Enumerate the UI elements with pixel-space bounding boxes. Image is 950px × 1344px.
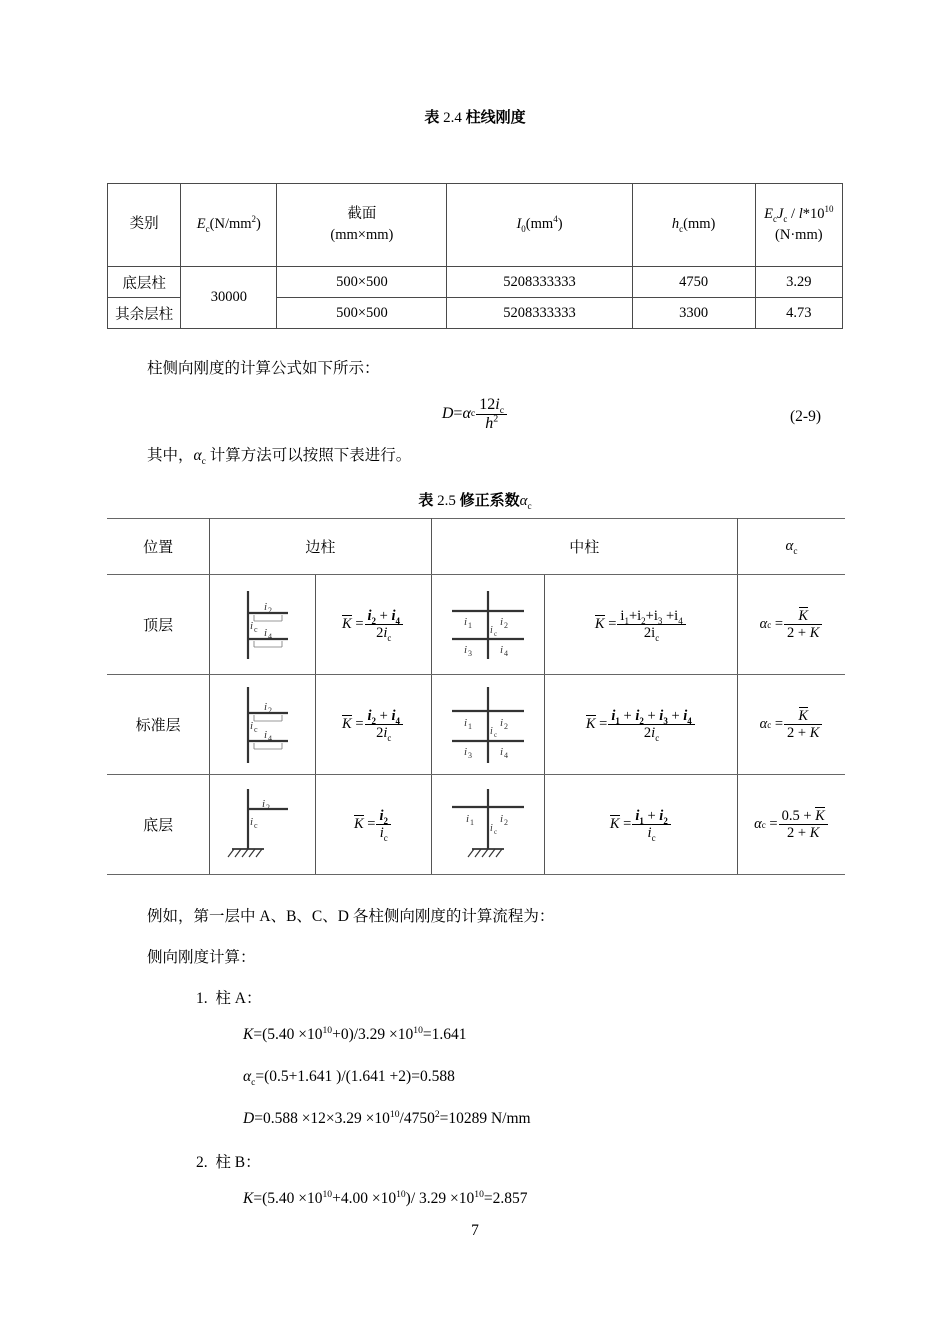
paragraph-alpha-note: 其中，$\alpha_c$ 计算方法可以按照下表进行。	[147, 447, 412, 468]
alpha-fraction: $\frac{K}{2 + K}$	[784, 608, 822, 641]
svg-text:4: 4	[268, 733, 273, 743]
table-24-cell-hc: 4750	[632, 267, 755, 298]
table-24-caption-number: 2.4	[443, 110, 462, 126]
list-item-number: 2.	[196, 1154, 208, 1171]
svg-text:c: c	[493, 629, 497, 638]
calc-line-k-b: $K=(5.40 \times 10^{10}+4.00 \times 10^{10})/$ $3.29 \times 10^{10}=2.857$	[243, 1188, 528, 1207]
table-row	[107, 775, 845, 875]
svg-text:4: 4	[503, 648, 508, 658]
svg-text:i: i	[250, 815, 254, 828]
table-24-cell-ec: 30000	[181, 267, 277, 329]
table-25-cell-position: 顶层	[107, 575, 210, 675]
table-row	[107, 575, 845, 675]
table-row	[108, 267, 843, 298]
table-24-header-row	[108, 184, 843, 267]
svg-text:2: 2	[268, 705, 273, 715]
svg-text:i: i	[264, 728, 268, 741]
equation-lateral-stiffness: D = α c $\frac{12i_c}{h^2}$	[0, 396, 950, 433]
table-25-cell-alpha-formula: α c = $\frac{0.5 + K}{2 + K}$	[737, 775, 845, 875]
table-25-cell-edge-formula: K = $\frac{i_2 + i_4}{2i_c}$	[315, 575, 431, 675]
edge-k-fraction: $\frac{i_2 + i_4}{2i_c}$	[365, 708, 404, 741]
table-24-header-i0: $I_0(mm^4)$	[447, 184, 632, 267]
calc-line-k-a: $K=(5.40 \times 10^{10}+0)/3.29 \times 10^{10}=1.641$	[243, 1024, 467, 1043]
edge-column-bottom-diagram-svg	[222, 783, 302, 867]
svg-text:3: 3	[467, 648, 472, 658]
svg-text:i: i	[264, 626, 268, 639]
table-24-header-section-line1: 截面	[347, 205, 377, 222]
table-24-header-section-line2: (mm×mm)	[330, 227, 394, 243]
svg-text:2: 2	[268, 605, 273, 615]
svg-text:i: i	[463, 716, 467, 729]
svg-text:i: i	[499, 745, 503, 758]
table-24-header-category: 类别	[108, 184, 181, 267]
svg-text:3: 3	[467, 750, 472, 760]
paragraph-formula-intro: 柱侧向刚度的计算公式如下所示：	[147, 360, 380, 377]
edge-k-fraction: $\frac{i_2 + i_4}{2i_c}$	[365, 608, 404, 641]
table-24-cell-category: 底层柱	[108, 267, 181, 298]
table-25-caption-number: 2.5	[437, 493, 456, 509]
middle-column-standard-diagram	[431, 675, 544, 775]
middle-column-bottom-diagram	[431, 775, 544, 875]
table-24-cell-section: 500×500	[277, 267, 447, 298]
table-25-cell-middle-formula: K = $\frac{i_1 + i_2 + i_3 + i_4}{2i_c}$	[544, 675, 737, 775]
alpha-fraction: $\frac{K}{2 + K}$	[784, 708, 822, 741]
svg-text:1: 1	[467, 721, 472, 731]
table-row	[107, 675, 845, 775]
svg-text:2: 2	[503, 721, 508, 731]
table-25-cell-alpha-formula: α c = $\frac{K}{2 + K}$	[737, 575, 845, 675]
table-24-caption-prefix: 表	[424, 110, 440, 126]
alpha-note-part1: 其中，	[147, 447, 194, 464]
svg-text:c: c	[254, 724, 258, 734]
svg-text:1: 1	[467, 620, 472, 630]
middle-column-bottom-diagram-svg	[444, 783, 532, 867]
table-25-caption-text: 修正系数	[459, 493, 520, 509]
svg-text:2: 2	[503, 817, 508, 827]
svg-text:i: i	[499, 716, 503, 729]
list-item-label: 柱 B：	[215, 1154, 261, 1171]
table-24-caption-text: 柱线刚度	[465, 110, 526, 126]
list-item-label: 柱 A：	[215, 990, 262, 1007]
edge-column-standard-diagram	[210, 675, 315, 775]
equation-number: (2-9)	[790, 408, 821, 425]
svg-text:c: c	[254, 624, 258, 634]
table-24-header-ecjc-line2: (N·mm)	[775, 227, 823, 243]
table-25-cell-position: 底层	[107, 775, 210, 875]
middle-column-top-diagram-svg	[444, 585, 532, 665]
svg-text:i: i	[463, 745, 467, 758]
edge-column-bottom-diagram	[210, 775, 315, 875]
svg-text:i: i	[499, 615, 503, 628]
list-item-number: 1.	[196, 990, 208, 1007]
svg-text:i: i	[489, 624, 493, 636]
page-number: 7	[471, 1222, 479, 1239]
table-25-header-row	[107, 519, 845, 575]
calc-line-alpha-a: $\alpha_c=(0.5+1.641$ )/(1.641 +2)=0.588	[243, 1068, 455, 1089]
alpha-fraction: $\frac{0.5 + K}{2 + K}$	[779, 808, 828, 841]
svg-text:c: c	[493, 730, 497, 739]
svg-text:i: i	[250, 619, 254, 632]
svg-text:i: i	[264, 700, 268, 713]
table-25-caption: 表 2.5 修正系数$\alpha_c$	[418, 493, 532, 512]
svg-text:4: 4	[503, 750, 508, 760]
middle-k-fraction: $\frac{i_1 + i_2 + i_3 + i_4}{2i_c}$	[608, 708, 694, 741]
list-item	[196, 986, 261, 1008]
svg-text:i: i	[499, 643, 503, 656]
table-correction-coefficient	[107, 518, 845, 875]
svg-text:c: c	[493, 827, 497, 836]
table-24-cell-i0: 5208333333	[447, 267, 632, 298]
svg-text:i: i	[499, 812, 503, 825]
table-25-header-position: 位置	[107, 519, 210, 575]
table-24-header-section	[277, 184, 447, 267]
calc-line-d-a: $D=0.588 \times 12\times 3.29 \times 10^{10}/4750^2=10289$ N/mm	[243, 1108, 531, 1127]
table-24-header-ecjc: $E_cJ_c / l*10^{10}$ (N·mm)	[755, 184, 842, 267]
svg-text:2: 2	[503, 620, 508, 630]
edge-column-standard-diagram-svg	[222, 683, 302, 767]
edge-k-fraction: $\frac{i_2}{i_c}$	[376, 808, 391, 841]
table-24-header-hc: $h_c(mm)$	[632, 184, 755, 267]
svg-text:1: 1	[469, 817, 474, 827]
table-25-caption-prefix: 表	[418, 493, 434, 509]
svg-text:i: i	[465, 812, 469, 825]
table-24-cell-category: 其余层柱	[108, 298, 181, 329]
paragraph-calc-head: 侧向刚度计算：	[147, 949, 256, 966]
table-25-cell-position: 标准层	[107, 675, 210, 775]
edge-column-top-diagram-svg	[222, 585, 302, 665]
svg-text:2: 2	[266, 802, 271, 812]
svg-text:i: i	[463, 615, 467, 628]
edge-column-top-diagram	[210, 575, 315, 675]
table-25-cell-middle-formula: K = $\frac{i_1 + i_2}{i_c}$	[544, 775, 737, 875]
alpha-note-part2: 计算方法可以按照下表进行。	[209, 447, 412, 464]
table-24-cell-section: 500×500	[277, 298, 447, 329]
paragraph-example-intro: 例如，第一层中 A、B、C、D 各柱侧向刚度的计算流程为：	[147, 908, 555, 925]
table-25-cell-middle-formula: K = $\frac{i_1+i_2+i_3 +i_4}{2i_c}$	[544, 575, 737, 675]
table-column-line-stiffness	[107, 183, 843, 329]
equation-fraction: $\frac{12i_c}{h^2}$	[476, 396, 507, 433]
middle-k-fraction: $\frac{i_1 + i_2}{i_c}$	[632, 808, 671, 841]
svg-text:i: i	[489, 725, 493, 737]
table-25-header-middle-column: 中柱	[431, 519, 737, 575]
svg-text:4: 4	[268, 631, 273, 641]
table-25-header-edge-column: 边柱	[210, 519, 431, 575]
middle-k-fraction: $\frac{i_1+i_2+i_3 +i_4}{2i_c}$	[617, 608, 685, 641]
middle-column-standard-diagram-svg	[444, 683, 532, 767]
svg-text:i: i	[264, 600, 268, 613]
svg-text:i: i	[250, 719, 254, 732]
svg-text:c: c	[254, 820, 258, 830]
table-24-header-ec: $E_c(N/mm^2)$	[181, 184, 277, 267]
table-25-cell-edge-formula: K = $\frac{i_2 + i_4}{2i_c}$	[315, 675, 431, 775]
svg-text:i: i	[262, 797, 266, 810]
svg-text:i: i	[489, 822, 493, 834]
table-25-cell-alpha-formula: α c = $\frac{K}{2 + K}$	[737, 675, 845, 775]
table-24-caption	[0, 106, 950, 127]
table-24-cell-hc: 3300	[632, 298, 755, 329]
table-25-cell-edge-formula: K = $\frac{i_2}{i_c}$	[315, 775, 431, 875]
table-24-cell-ecjc: 3.29	[755, 267, 842, 298]
table-24-cell-ecjc: 4.73	[755, 298, 842, 329]
middle-column-top-diagram	[431, 575, 544, 675]
list-item	[196, 1150, 261, 1172]
table-25-header-alpha: $\alpha_c$	[737, 519, 845, 575]
svg-text:i: i	[463, 643, 467, 656]
table-24-cell-i0: 5208333333	[447, 298, 632, 329]
